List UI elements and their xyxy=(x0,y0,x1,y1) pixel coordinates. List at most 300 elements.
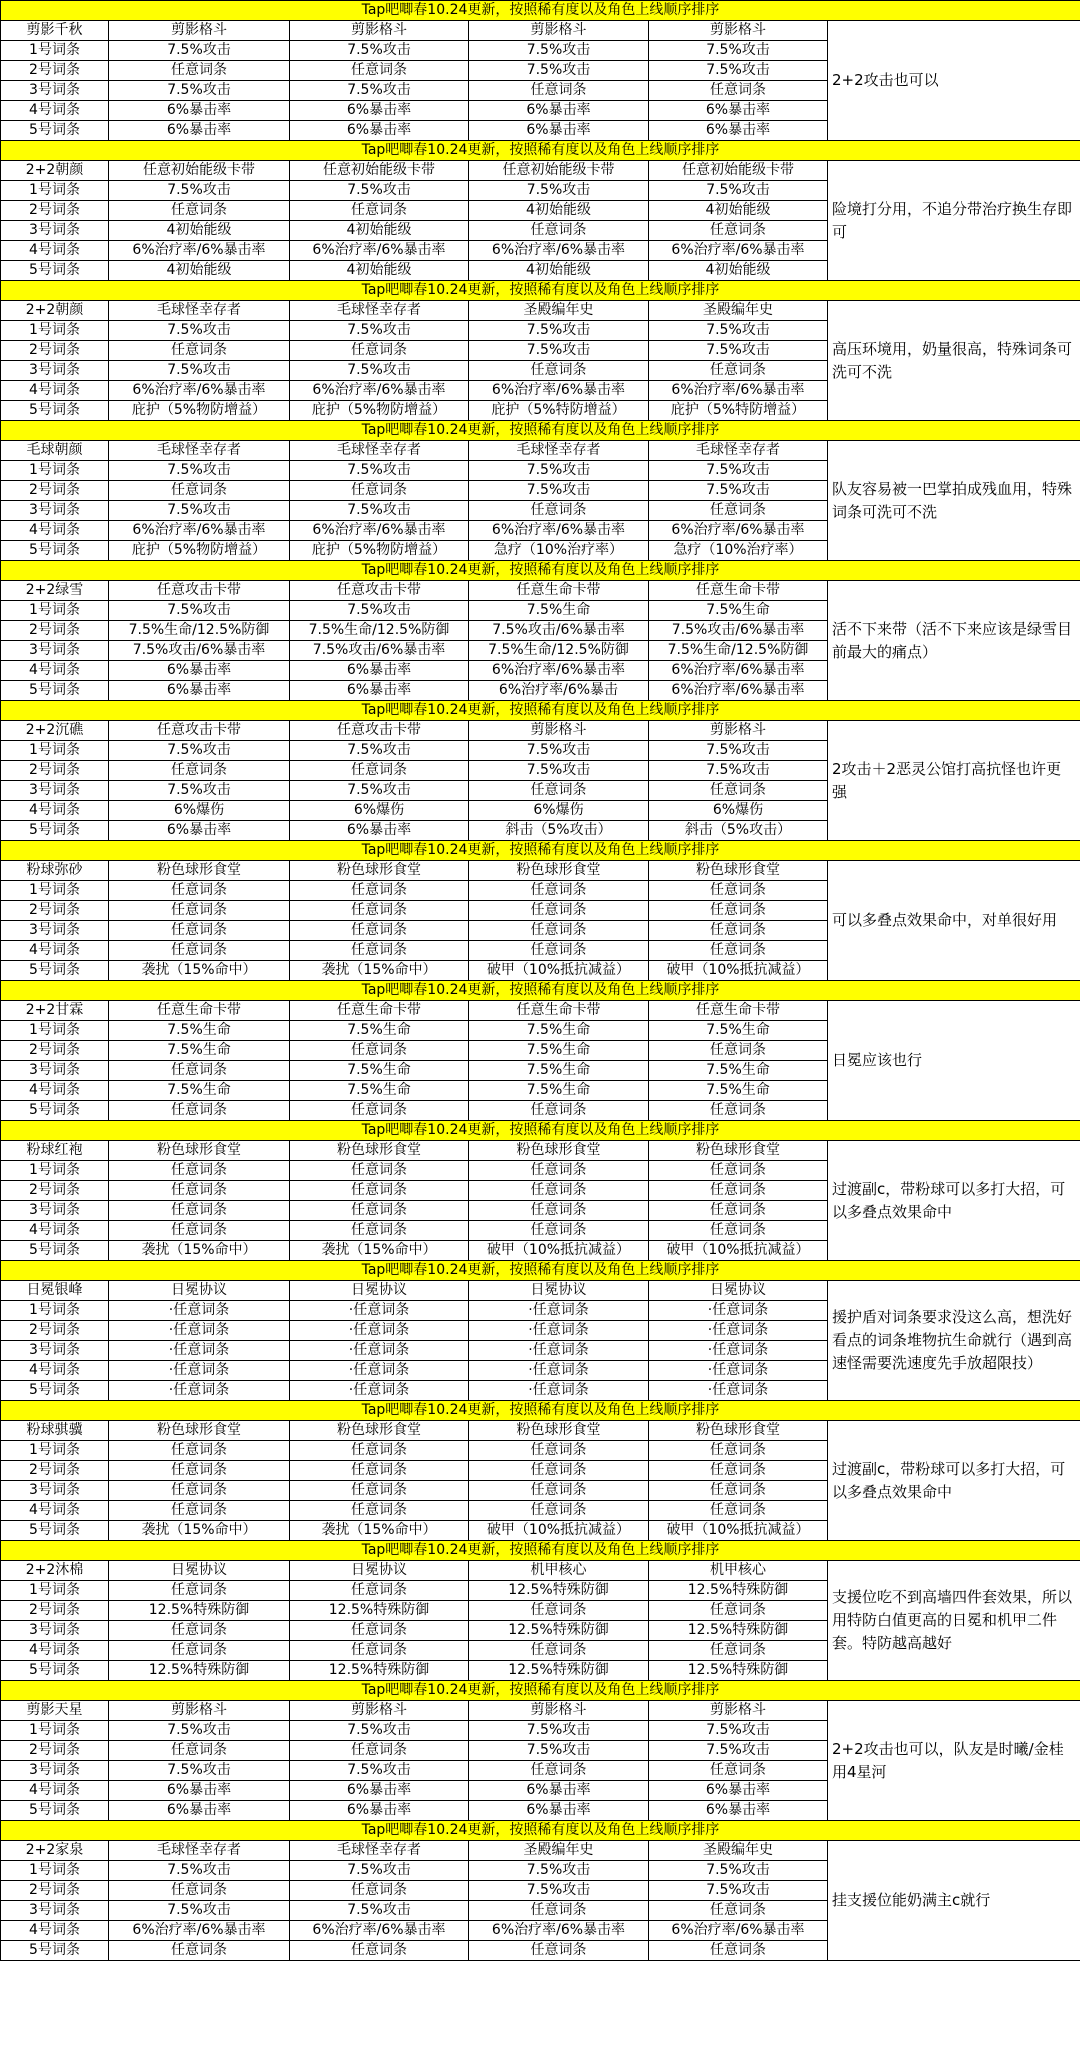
cartridge-header: 毛球怪幸存者 xyxy=(109,441,290,461)
stat-cell: 任意词条 xyxy=(469,1221,649,1241)
stat-cell: 7.5%攻击 xyxy=(109,41,290,61)
stat-cell: 7.5%攻击 xyxy=(469,461,649,481)
stat-cell: 任意词条 xyxy=(290,481,469,501)
cartridge-header: 任意攻击卡带 xyxy=(290,581,469,601)
stat-cell: 6%暴击率 xyxy=(469,1781,649,1801)
stat-cell: 6%治疗率/6%暴击率 xyxy=(649,241,828,261)
stat-cell: 7.5%攻击 xyxy=(109,1721,290,1741)
stat-cell: 任意词条 xyxy=(469,221,649,241)
cartridge-header: 粉色球形食堂 xyxy=(469,1421,649,1441)
stat-cell: 任意词条 xyxy=(469,1941,649,1961)
slot-label: 1号词条 xyxy=(1,881,109,901)
stat-cell: 7.5%生命 xyxy=(109,1041,290,1061)
stat-cell: 6%暴击率 xyxy=(469,101,649,121)
section-note: 挂支援位能奶满主c就行 xyxy=(828,1841,1080,1961)
stat-cell: 任意词条 xyxy=(469,1761,649,1781)
stat-cell: 7.5%生命 xyxy=(290,1081,469,1101)
stat-cell: 7.5%生命 xyxy=(469,1021,649,1041)
stat-cell: 7.5%攻击 xyxy=(290,361,469,381)
cartridge-header: 粉色球形食堂 xyxy=(469,1141,649,1161)
stat-cell: 6%暴击率 xyxy=(109,1781,290,1801)
stat-cell: 7.5%攻击 xyxy=(469,321,649,341)
cartridge-header: 剪影格斗 xyxy=(469,721,649,741)
stat-cell: ·任意词条 xyxy=(469,1321,649,1341)
stat-cell: 任意词条 xyxy=(290,1201,469,1221)
stat-cell: 任意词条 xyxy=(469,361,649,381)
stat-cell: 6%暴击率 xyxy=(290,821,469,841)
cartridge-header: 毛球怪幸存者 xyxy=(290,301,469,321)
cartridge-header: 毛球怪幸存者 xyxy=(109,301,290,321)
slot-label: 5号词条 xyxy=(1,961,109,981)
stat-cell: 6%治疗率/6%暴击率 xyxy=(109,521,290,541)
stat-cell: 6%暴击率 xyxy=(109,121,290,141)
stat-cell: 12.5%特殊防御 xyxy=(469,1621,649,1641)
character-name: 2+2朝颜 xyxy=(1,161,109,181)
slot-label: 4号词条 xyxy=(1,1921,109,1941)
cartridge-header: 剪影格斗 xyxy=(290,21,469,41)
stat-cell: ·任意词条 xyxy=(649,1361,828,1381)
stat-cell: 4初始能级 xyxy=(290,221,469,241)
stat-cell: 6%暴击率 xyxy=(649,1801,828,1821)
stat-cell: 任意词条 xyxy=(649,361,828,381)
cartridge-header: 粉色球形食堂 xyxy=(649,861,828,881)
stat-cell: 7.5%攻击 xyxy=(649,321,828,341)
stat-cell: 7.5%攻击 xyxy=(109,1761,290,1781)
stat-cell: 任意词条 xyxy=(290,201,469,221)
stat-cell: 任意词条 xyxy=(469,901,649,921)
character-name: 粉球弥砂 xyxy=(1,861,109,881)
stat-cell: 任意词条 xyxy=(109,1621,290,1641)
stat-cell: 任意词条 xyxy=(109,1101,290,1121)
stat-cell: 6%治疗率/6%暴击率 xyxy=(469,661,649,681)
section-header-row xyxy=(1,441,1080,461)
section-header-row xyxy=(1,301,1080,321)
stat-cell: 7.5%攻击 xyxy=(290,501,469,521)
cartridge-header: 任意生命卡带 xyxy=(290,1001,469,1021)
stat-cell: 任意词条 xyxy=(649,1601,828,1621)
stat-cell: 7.5%攻击 xyxy=(469,761,649,781)
stat-cell: 7.5%生命/12.5%防御 xyxy=(649,641,828,661)
stat-cell: 急疗（10%治疗率） xyxy=(649,541,828,561)
cartridge-header: 日冕协议 xyxy=(290,1281,469,1301)
stat-cell: 7.5%攻击 xyxy=(109,461,290,481)
stat-cell: 任意词条 xyxy=(469,921,649,941)
stat-cell: 7.5%攻击 xyxy=(649,1881,828,1901)
stat-cell: 7.5%攻击 xyxy=(649,1741,828,1761)
slot-label: 5号词条 xyxy=(1,1101,109,1121)
slot-label: 4号词条 xyxy=(1,1641,109,1661)
slot-label: 3号词条 xyxy=(1,1621,109,1641)
stat-cell: 任意词条 xyxy=(109,1481,290,1501)
stat-cell: 7.5%攻击 xyxy=(649,181,828,201)
stat-cell: 任意词条 xyxy=(109,921,290,941)
slot-label: 2号词条 xyxy=(1,1321,109,1341)
character-name: 毛球朝颜 xyxy=(1,441,109,461)
stat-cell: 任意词条 xyxy=(649,901,828,921)
stat-cell: 7.5%攻击 xyxy=(649,41,828,61)
section-banner: Tap吧唧春10.24更新，按照稀有度以及角色上线顺序排序 xyxy=(1,1,1080,21)
slot-label: 3号词条 xyxy=(1,1761,109,1781)
stat-cell: ·任意词条 xyxy=(290,1341,469,1361)
stat-cell: 袭扰（15%命中） xyxy=(109,1241,290,1261)
stat-cell: 任意词条 xyxy=(290,1581,469,1601)
stat-cell: 4初始能级 xyxy=(469,261,649,281)
stat-cell: 任意词条 xyxy=(290,1161,469,1181)
slot-label: 5号词条 xyxy=(1,401,109,421)
character-name: 2+2沐棉 xyxy=(1,1561,109,1581)
stat-cell: 6%治疗率/6%暴击率 xyxy=(469,241,649,261)
stat-cell: 任意词条 xyxy=(109,1221,290,1241)
slot-label: 3号词条 xyxy=(1,81,109,101)
stat-cell: 7.5%生命/12.5%防御 xyxy=(290,621,469,641)
stat-cell: ·任意词条 xyxy=(649,1341,828,1361)
stat-cell: 任意词条 xyxy=(649,1181,828,1201)
stat-cell: 7.5%攻击 xyxy=(109,1901,290,1921)
stat-cell: 任意词条 xyxy=(649,1461,828,1481)
stat-cell: ·任意词条 xyxy=(109,1341,290,1361)
section-header-row xyxy=(1,1701,1080,1721)
section-note: 2+2攻击也可以，队友是时曦/金桂用4星河 xyxy=(828,1701,1080,1821)
section-note: 队友容易被一巴掌拍成残血用，特殊词条可洗可不洗 xyxy=(828,441,1080,561)
stat-cell: 任意词条 xyxy=(109,901,290,921)
stat-cell: 6%暴击率 xyxy=(469,121,649,141)
cartridge-header: 任意生命卡带 xyxy=(649,1001,828,1021)
stat-cell: 7.5%生命 xyxy=(469,601,649,621)
stat-cell: 12.5%特殊防御 xyxy=(649,1581,828,1601)
stat-cell: 7.5%生命/12.5%防御 xyxy=(469,641,649,661)
stat-cell: 7.5%攻击 xyxy=(469,1881,649,1901)
section-banner: Tap吧唧春10.24更新，按照稀有度以及角色上线顺序排序 xyxy=(1,1401,1080,1421)
stat-cell: 任意词条 xyxy=(109,1061,290,1081)
stat-cell: 任意词条 xyxy=(649,501,828,521)
section-note: 日冕应该也行 xyxy=(828,1001,1080,1121)
slot-label: 2号词条 xyxy=(1,1741,109,1761)
stat-cell: 任意词条 xyxy=(649,1101,828,1121)
slot-label: 2号词条 xyxy=(1,761,109,781)
stat-cell: 任意词条 xyxy=(469,1161,649,1181)
stat-cell: 任意词条 xyxy=(649,881,828,901)
cartridge-header: 剪影格斗 xyxy=(290,1701,469,1721)
slot-label: 1号词条 xyxy=(1,601,109,621)
stat-cell: 6%爆伤 xyxy=(290,801,469,821)
slot-label: 2号词条 xyxy=(1,1461,109,1481)
cartridge-header: 剪影格斗 xyxy=(469,1701,649,1721)
stat-cell: 7.5%攻击 xyxy=(290,1901,469,1921)
section-banner-row xyxy=(1,1261,1080,1281)
stat-cell: 7.5%攻击 xyxy=(469,1741,649,1761)
stat-cell: ·任意词条 xyxy=(109,1321,290,1341)
character-name: 2+2甘霖 xyxy=(1,1001,109,1021)
stat-cell: 任意词条 xyxy=(109,1581,290,1601)
section-note: 过渡副c，带粉球可以多打大招，可以多叠点效果命中 xyxy=(828,1141,1080,1261)
stat-cell: 6%治疗率/6%暴击率 xyxy=(649,521,828,541)
section-header-row xyxy=(1,21,1080,41)
cartridge-header: 任意初始能级卡带 xyxy=(109,161,290,181)
stat-cell: ·任意词条 xyxy=(109,1361,290,1381)
slot-label: 4号词条 xyxy=(1,1781,109,1801)
stat-cell: 4初始能级 xyxy=(649,261,828,281)
stat-cell: 任意词条 xyxy=(469,1901,649,1921)
slot-label: 1号词条 xyxy=(1,321,109,341)
section-header-row xyxy=(1,1841,1080,1861)
section-banner-row xyxy=(1,1681,1080,1701)
section-note: 高压环境用，奶量很高，特殊词条可洗可不洗 xyxy=(828,301,1080,421)
character-name: 日冕银峰 xyxy=(1,1281,109,1301)
stat-cell: 6%治疗率/6%暴击率 xyxy=(109,241,290,261)
slot-label: 5号词条 xyxy=(1,681,109,701)
stat-cell: 12.5%特殊防御 xyxy=(469,1581,649,1601)
stat-cell: 6%暴击率 xyxy=(649,101,828,121)
slot-label: 4号词条 xyxy=(1,661,109,681)
stat-cell: 7.5%攻击/6%暴击率 xyxy=(290,641,469,661)
stat-cell: 7.5%生命 xyxy=(649,601,828,621)
section-banner-row xyxy=(1,561,1080,581)
cartridge-header: 任意生命卡带 xyxy=(469,1001,649,1021)
cartridge-header: 粉色球形食堂 xyxy=(469,861,649,881)
slot-label: 2号词条 xyxy=(1,1881,109,1901)
stat-cell: 7.5%攻击 xyxy=(469,41,649,61)
stat-cell: 7.5%攻击 xyxy=(649,1861,828,1881)
stat-cell: 7.5%攻击 xyxy=(290,741,469,761)
stat-cell: 6%暴击率 xyxy=(290,121,469,141)
stat-cell: 6%暴击率 xyxy=(290,1801,469,1821)
section-banner-row xyxy=(1,1401,1080,1421)
stat-cell: 任意词条 xyxy=(649,1501,828,1521)
slot-label: 5号词条 xyxy=(1,1521,109,1541)
stat-cell: 任意词条 xyxy=(290,1181,469,1201)
cartridge-header: 粉色球形食堂 xyxy=(649,1141,828,1161)
stat-cell: 任意词条 xyxy=(469,781,649,801)
stat-cell: 任意词条 xyxy=(649,1441,828,1461)
stat-cell: 7.5%攻击 xyxy=(290,1861,469,1881)
slot-label: 4号词条 xyxy=(1,241,109,261)
stat-cell: 任意词条 xyxy=(290,1221,469,1241)
stat-cell: 4初始能级 xyxy=(109,261,290,281)
stat-cell: ·任意词条 xyxy=(290,1321,469,1341)
stat-cell: ·任意词条 xyxy=(469,1301,649,1321)
stat-cell: 任意词条 xyxy=(469,941,649,961)
stat-cell: 7.5%攻击 xyxy=(469,341,649,361)
stat-cell: 7.5%攻击 xyxy=(109,601,290,621)
slot-label: 5号词条 xyxy=(1,821,109,841)
stat-cell: 12.5%特殊防御 xyxy=(290,1601,469,1621)
slot-label: 4号词条 xyxy=(1,801,109,821)
stat-cell: 任意词条 xyxy=(469,1441,649,1461)
slot-label: 4号词条 xyxy=(1,101,109,121)
stat-cell: 任意词条 xyxy=(109,1641,290,1661)
stat-cell: 任意词条 xyxy=(290,1621,469,1641)
cartridge-header: 粉色球形食堂 xyxy=(109,1421,290,1441)
character-name: 2+2家泉 xyxy=(1,1841,109,1861)
slot-label: 5号词条 xyxy=(1,261,109,281)
stat-cell: 6%治疗率/6%暴击率 xyxy=(469,521,649,541)
stat-cell: 破甲（10%抵抗减益） xyxy=(469,1521,649,1541)
cartridge-header: 粉色球形食堂 xyxy=(290,1141,469,1161)
stat-cell: 7.5%攻击 xyxy=(290,1761,469,1781)
stat-cell: 任意词条 xyxy=(290,61,469,81)
cartridge-header: 任意攻击卡带 xyxy=(109,721,290,741)
slot-label: 3号词条 xyxy=(1,1481,109,1501)
slot-label: 3号词条 xyxy=(1,221,109,241)
stat-cell: 7.5%攻击 xyxy=(649,461,828,481)
cartridge-header: 日冕协议 xyxy=(469,1281,649,1301)
stat-cell: 7.5%攻击 xyxy=(649,1721,828,1741)
slot-label: 1号词条 xyxy=(1,1161,109,1181)
stat-cell: 6%暴击率 xyxy=(109,1801,290,1821)
slot-label: 1号词条 xyxy=(1,1861,109,1881)
stat-cell: 7.5%生命 xyxy=(649,1081,828,1101)
stat-cell: 7.5%攻击 xyxy=(649,741,828,761)
section-banner: Tap吧唧春10.24更新，按照稀有度以及角色上线顺序排序 xyxy=(1,561,1080,581)
stat-cell: 7.5%攻击 xyxy=(109,1861,290,1881)
cartridge-header: 任意生命卡带 xyxy=(469,581,649,601)
stat-cell: 任意词条 xyxy=(109,481,290,501)
slot-label: 1号词条 xyxy=(1,1581,109,1601)
stat-cell: 7.5%攻击 xyxy=(649,61,828,81)
stat-cell: 任意词条 xyxy=(290,1641,469,1661)
section-note: 可以多叠点效果命中，对单很好用 xyxy=(828,861,1080,981)
stat-cell: 斜击（5%攻击） xyxy=(469,821,649,841)
stat-cell: ·任意词条 xyxy=(290,1361,469,1381)
section-note: 2攻击＋2恶灵公馆打高抗怪也许更强 xyxy=(828,721,1080,841)
stat-cell: 任意词条 xyxy=(469,881,649,901)
section-banner: Tap吧唧春10.24更新，按照稀有度以及角色上线顺序排序 xyxy=(1,981,1080,1001)
stat-cell: 袭扰（15%命中） xyxy=(109,961,290,981)
stat-cell: 任意词条 xyxy=(469,1481,649,1501)
stat-cell: 6%治疗率/6%暴击率 xyxy=(290,521,469,541)
slot-label: 3号词条 xyxy=(1,361,109,381)
character-name: 2+2绿雪 xyxy=(1,581,109,601)
stat-cell: 庇护（5%物防增益） xyxy=(290,401,469,421)
slot-label: 2号词条 xyxy=(1,1601,109,1621)
slot-label: 1号词条 xyxy=(1,41,109,61)
stat-cell: 任意词条 xyxy=(469,1461,649,1481)
stat-cell: 任意词条 xyxy=(649,1161,828,1181)
stat-cell: 6%暴击率 xyxy=(290,661,469,681)
stat-cell: 7.5%攻击 xyxy=(649,341,828,361)
section-banner-row xyxy=(1,421,1080,441)
slot-label: 5号词条 xyxy=(1,541,109,561)
character-name: 剪影千秋 xyxy=(1,21,109,41)
stat-cell: 6%治疗率/6%暴击率 xyxy=(290,381,469,401)
slot-label: 2号词条 xyxy=(1,61,109,81)
section-banner: Tap吧唧春10.24更新，按照稀有度以及角色上线顺序排序 xyxy=(1,1681,1080,1701)
stat-cell: 6%暴击率 xyxy=(290,681,469,701)
stat-cell: 任意词条 xyxy=(469,1101,649,1121)
stat-cell: 7.5%攻击 xyxy=(109,501,290,521)
stat-cell: 任意词条 xyxy=(109,341,290,361)
stat-cell: 任意词条 xyxy=(109,1941,290,1961)
section-banner: Tap吧唧春10.24更新，按照稀有度以及角色上线顺序排序 xyxy=(1,701,1080,721)
section-header-row xyxy=(1,1141,1080,1161)
stat-cell: 任意词条 xyxy=(290,941,469,961)
stat-cell: 7.5%攻击 xyxy=(469,1861,649,1881)
section-header-row xyxy=(1,721,1080,741)
slot-label: 1号词条 xyxy=(1,461,109,481)
cartridge-header: 任意攻击卡带 xyxy=(290,721,469,741)
slot-label: 3号词条 xyxy=(1,1901,109,1921)
stat-cell: 12.5%特殊防御 xyxy=(109,1661,290,1681)
stat-cell: ·任意词条 xyxy=(469,1381,649,1401)
cartridge-header: 剪影格斗 xyxy=(649,21,828,41)
section-banner-row xyxy=(1,1541,1080,1561)
cartridge-header: 剪影格斗 xyxy=(649,721,828,741)
stat-cell: 6%治疗率/6%暴击率 xyxy=(290,241,469,261)
stat-cell: 7.5%攻击 xyxy=(290,81,469,101)
slot-label: 5号词条 xyxy=(1,1941,109,1961)
stat-cell: 7.5%攻击 xyxy=(109,321,290,341)
stat-cell: 7.5%攻击 xyxy=(109,781,290,801)
stat-cell: 6%爆伤 xyxy=(469,801,649,821)
stat-cell: 任意词条 xyxy=(290,1041,469,1061)
stat-cell: 任意词条 xyxy=(290,1101,469,1121)
cartridge-header: 机甲核心 xyxy=(469,1561,649,1581)
slot-label: 1号词条 xyxy=(1,741,109,761)
stat-cell: 任意词条 xyxy=(290,1741,469,1761)
slot-label: 1号词条 xyxy=(1,1021,109,1041)
stat-cell: 袭扰（15%命中） xyxy=(109,1521,290,1541)
stat-cell: 袭扰（15%命中） xyxy=(290,1521,469,1541)
character-name: 2+2沉礁 xyxy=(1,721,109,741)
stat-cell: 6%治疗率/6%暴击率 xyxy=(109,1921,290,1941)
slot-label: 4号词条 xyxy=(1,941,109,961)
stat-cell: 6%暴击率 xyxy=(109,661,290,681)
stat-cell: 任意词条 xyxy=(109,1201,290,1221)
section-banner-row xyxy=(1,981,1080,1001)
stat-cell: 任意词条 xyxy=(290,921,469,941)
slot-label: 4号词条 xyxy=(1,1501,109,1521)
stat-cell: 任意词条 xyxy=(290,1881,469,1901)
stat-cell: 7.5%攻击 xyxy=(109,181,290,201)
stat-cell: 7.5%攻击/6%暴击率 xyxy=(109,641,290,661)
cartridge-header: 圣殿编年史 xyxy=(469,301,649,321)
stat-cell: 任意词条 xyxy=(649,921,828,941)
stat-cell: 任意词条 xyxy=(109,941,290,961)
cartridge-header: 剪影格斗 xyxy=(109,1701,290,1721)
stat-cell: 7.5%生命/12.5%防御 xyxy=(109,621,290,641)
stat-cell: 任意词条 xyxy=(109,1501,290,1521)
stat-cell: 12.5%特殊防御 xyxy=(649,1621,828,1641)
stat-cell: 庇护（5%物防增益） xyxy=(290,541,469,561)
section-note: 过渡副c，带粉球可以多打大招，可以多叠点效果命中 xyxy=(828,1421,1080,1541)
stat-cell: 庇护（5%物防增益） xyxy=(109,401,290,421)
section-header-row xyxy=(1,1001,1080,1021)
slot-label: 5号词条 xyxy=(1,1241,109,1261)
cartridge-header: 日冕协议 xyxy=(649,1281,828,1301)
section-banner: Tap吧唧春10.24更新，按照稀有度以及角色上线顺序排序 xyxy=(1,421,1080,441)
cartridge-header: 粉色球形食堂 xyxy=(649,1421,828,1441)
stat-cell: 7.5%攻击 xyxy=(290,461,469,481)
section-note: 援护盾对词条要求没这么高，想洗好看点的词条堆物抗生命就行（遇到高速怪需要洗速度先手放超限技） xyxy=(828,1281,1080,1401)
stat-cell: ·任意词条 xyxy=(469,1361,649,1381)
slot-label: 2号词条 xyxy=(1,201,109,221)
stat-cell: 任意词条 xyxy=(649,941,828,961)
stat-cell: ·任意词条 xyxy=(649,1301,828,1321)
stat-cell: 任意词条 xyxy=(290,881,469,901)
cartridge-header: 任意初始能级卡带 xyxy=(290,161,469,181)
stat-cell: 任意词条 xyxy=(109,1181,290,1201)
stat-cell: 6%暴击率 xyxy=(290,101,469,121)
stat-cell: 任意词条 xyxy=(109,1881,290,1901)
stat-cell: 斜击（5%攻击） xyxy=(649,821,828,841)
section-banner: Tap吧唧春10.24更新，按照稀有度以及角色上线顺序排序 xyxy=(1,141,1080,161)
stat-cell: 任意词条 xyxy=(109,1441,290,1461)
stat-cell: 任意词条 xyxy=(469,501,649,521)
cartridge-header: 毛球怪幸存者 xyxy=(469,441,649,461)
stat-cell: 7.5%攻击 xyxy=(469,181,649,201)
stat-cell: 6%治疗率/6%暴击率 xyxy=(649,381,828,401)
stat-cell: 破甲（10%抵抗减益） xyxy=(469,1241,649,1261)
